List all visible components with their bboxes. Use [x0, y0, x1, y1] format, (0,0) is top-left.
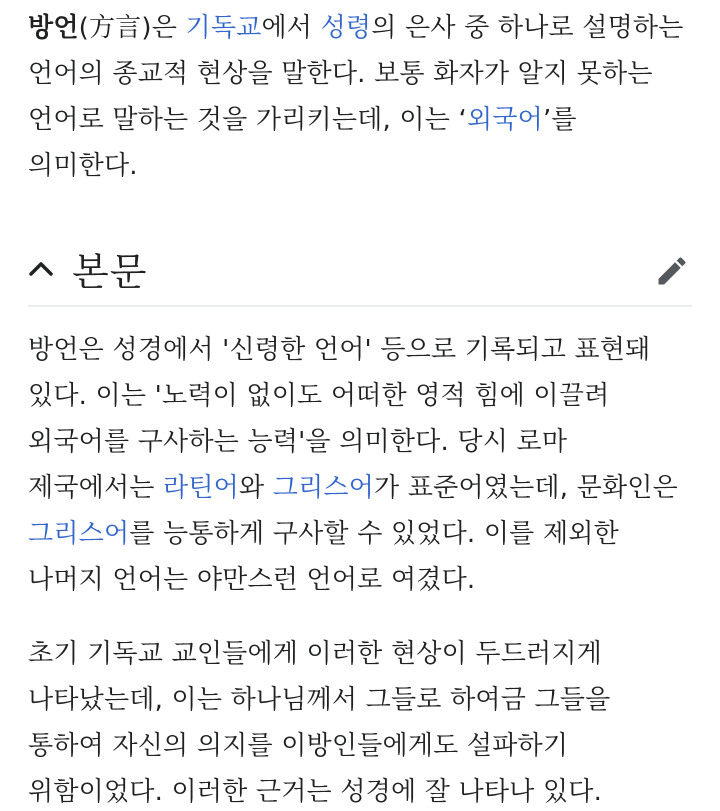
lead-text: ’를 의미한다. [28, 105, 577, 181]
lead-text: 에서 [261, 13, 321, 43]
paragraph-text: 를 능통하게 구사할 수 있었다. 이를 제외한 나머지 언어는 야만스런 언어로 여겼다. [28, 519, 619, 595]
paragraph-text: 초기 기독교 교인들에게 이러한 현상이 두드러지게 나타났는데, 이는 하나님께서 그들로 하여금 그들을 통하여 자신의 의지를 이방인들에게도 설파하기 위함이었다. 이러한 근거는 성경에 잘 나타나 있다. [28, 639, 611, 807]
article-term: 방언 [28, 13, 79, 43]
link-holy-spirit[interactable]: 성령 [320, 13, 372, 43]
lead-paragraph [28, 0, 692, 189]
paragraph-text: 와 [239, 473, 273, 503]
link-greek[interactable]: 그리스어 [28, 519, 130, 549]
link-latin[interactable]: 라틴어 [163, 473, 239, 503]
link-greek[interactable]: 그리스어 [272, 473, 375, 503]
section-paragraph [28, 631, 692, 811]
section-body [28, 307, 692, 811]
section-paragraph [28, 327, 692, 603]
link-christianity[interactable]: 기독교 [185, 13, 262, 43]
paragraph-text: 방언은 성경에서 '신령한 언어' 등으로 기록되고 표현돼 있다. 이는 '노력이 없이도 어떠한 영적 힘에 이끌려 외국어를 구사하는 능력'을 의미한다. 당시 로마 제국에서는 [28, 335, 651, 503]
hanja-text: (方言) [78, 13, 152, 43]
paragraph-text: 가 표준어였는데, 문화인은 [374, 473, 678, 503]
chevron-up-icon[interactable] [28, 253, 58, 283]
section-header [28, 231, 692, 307]
lead-text: 의 은사 중 하나로 설명하는 언어의 종교적 현상을 말한다. 보통 화자가 알지 못하는 언어로 말하는 것을 가리키는데, 이는 ‘ [28, 13, 684, 135]
pencil-icon[interactable] [654, 253, 690, 289]
lead-text: 은 [151, 13, 186, 43]
link-foreign-language[interactable]: 외국어 [467, 105, 543, 135]
section-title[interactable]: 본문 [72, 249, 148, 294]
